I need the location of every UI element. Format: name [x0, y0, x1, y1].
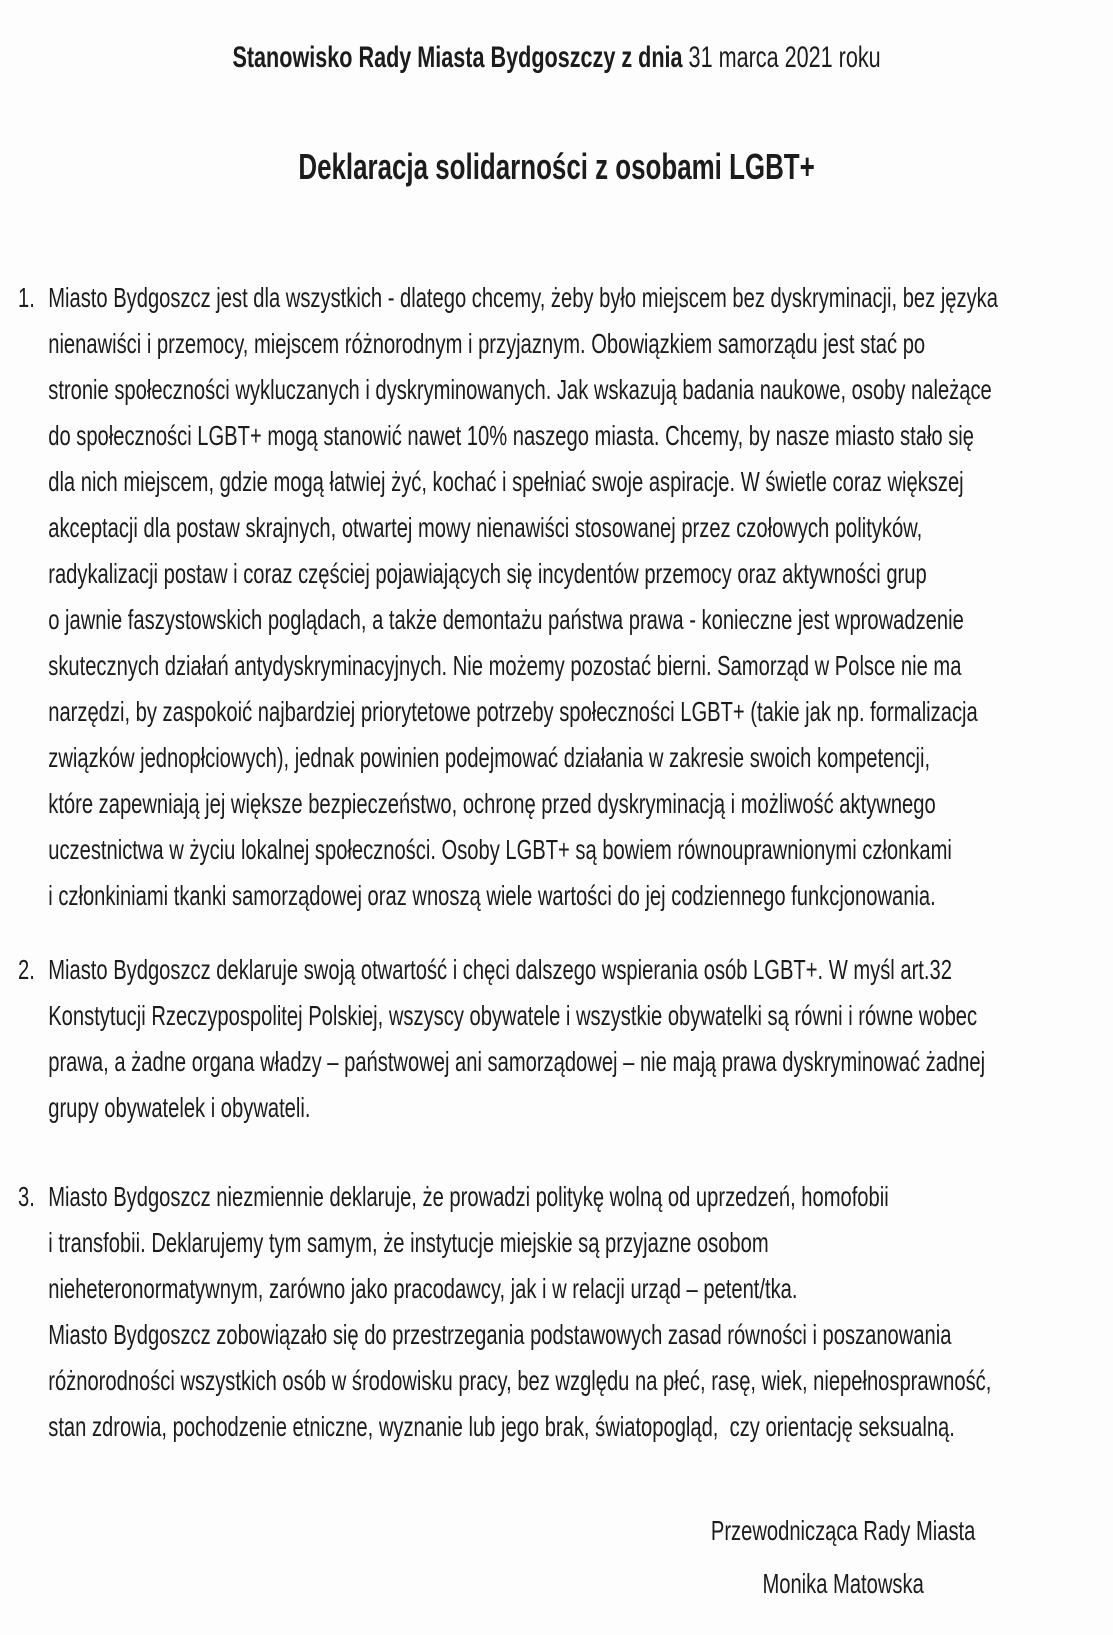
paragraph-line: i członkiniami tkanki samorządowej oraz wnoszą wiele wartości do jej codziennego funkcjonowania.: [48, 880, 936, 911]
paragraph-number: 1.: [18, 282, 35, 313]
document-header: [0, 40, 1113, 76]
paragraph-line: o jawnie faszystowskich poglądach, a także demontażu państwa prawa - konieczne jest wprowadzenie: [48, 604, 964, 635]
paragraph-line: Miasto Bydgoszcz zobowiązało się do przestrzegania podstawowych zasad równości i poszanowania: [48, 1319, 952, 1350]
list-item-paragraph: [0, 275, 1113, 919]
paragraph-number: 3.: [18, 1181, 35, 1212]
signature-block: [627, 1504, 1059, 1610]
paragraph-line: radykalizacji postaw i coraz częściej pojawiających się incydentów przemocy oraz aktywności grup: [48, 558, 927, 589]
paragraph-line: związków jednopłciowych), jednak powinien podejmować działania w zakresie swoich kompetencji,: [48, 742, 931, 773]
signature-role: Przewodnicząca Rady Miasta: [710, 1515, 976, 1546]
paragraph-line: które zapewniają jej większe bezpieczeństwo, ochronę przed dyskryminacją i możliwość aktywnego: [48, 788, 936, 819]
paragraph-line: Miasto Bydgoszcz deklaruje swoją otwartość i chęci dalszego wspierania osób LGBT+. W myśl art.32: [48, 954, 952, 985]
list-item-paragraph: [0, 1174, 1113, 1450]
paragraph-line: do społeczności LGBT+ mogą stanowić nawet 10% naszego miasta. Chcemy, by nasze miasto stało się: [48, 420, 975, 451]
paragraph-number: 2.: [18, 954, 35, 985]
paragraph-line: narzędzi, by zaspokoić najbardziej priorytetowe potrzeby społeczności LGBT+ (takie jak np. formalizacja: [48, 696, 978, 727]
paragraph-line: nienawiści i przemocy, miejscem różnorodnym i przyjaznym. Obowiązkiem samorządu jest stać po: [48, 328, 926, 359]
paragraph-line: i transfobii. Deklarujemy tym samym, że instytucje miejskie są przyjazne osobom: [48, 1227, 769, 1258]
paragraph-line: Miasto Bydgoszcz niezmiennie deklaruje, że prowadzi politykę wolną od uprzedzeń, homofobii: [48, 1181, 889, 1212]
paragraph-line: stan zdrowia, pochodzenie etniczne, wyznanie lub jego brak, światopogląd, czy orientację seksualną.: [48, 1411, 955, 1442]
document-paragraphs: [0, 275, 1113, 1450]
paragraph-line: stronie społeczności wykluczanych i dyskryminowanych. Jak wskazują badania naukowe, osoby należące: [48, 374, 992, 405]
document-title: Deklaracja solidarności z osobami LGBT+: [298, 146, 815, 187]
paragraph-line: grupy obywatelek i obywateli.: [48, 1092, 311, 1123]
document-header-date: 31 marca 2021 roku: [682, 41, 881, 74]
signature-name: Monika Matowska: [762, 1568, 924, 1599]
paragraph-line: akceptacji dla postaw skrajnych, otwartej mowy nienawiści stosowanej przez czołowych polityków,: [48, 512, 923, 543]
paragraph-line: różnorodności wszystkich osób w środowisku pracy, bez względu na płeć, rasę, wiek, niepełnosprawność,: [48, 1365, 992, 1396]
document-header-bold: Stanowisko Rady Miasta Bydgoszczy z dnia: [232, 41, 683, 74]
paragraph-line: Konstytucji Rzeczypospolitej Polskiej, wszyscy obywatele i wszystkie obywatelki są równi i równe wobec: [48, 1000, 978, 1031]
paragraph-line: Miasto Bydgoszcz jest dla wszystkich - dlatego chcemy, żeby było miejscem bez dyskryminacji, bez języka: [48, 282, 998, 313]
list-item-paragraph: [0, 947, 1113, 1131]
paragraph-line: uczestnictwa w życiu lokalnej społeczności. Osoby LGBT+ są bowiem równouprawnionymi członkami: [48, 834, 952, 865]
paragraph-line: prawa, a żadne organa władzy – państwowej ani samorządowej – nie mają prawa dyskryminować żadnej: [48, 1046, 986, 1077]
paragraph-line: skutecznych działań antydyskryminacyjnych. Nie możemy pozostać bierni. Samorząd w Polsce nie ma: [48, 650, 962, 681]
paragraph-line: nieheteronormatywnym, zarówno jako pracodawcy, jak i w relacji urząd – petent/tka.: [48, 1273, 798, 1304]
paragraph-line: dla nich miejscem, gdzie mogą łatwiej żyć, kochać i spełniać swoje aspiracje. W świetle coraz większej: [48, 466, 964, 497]
